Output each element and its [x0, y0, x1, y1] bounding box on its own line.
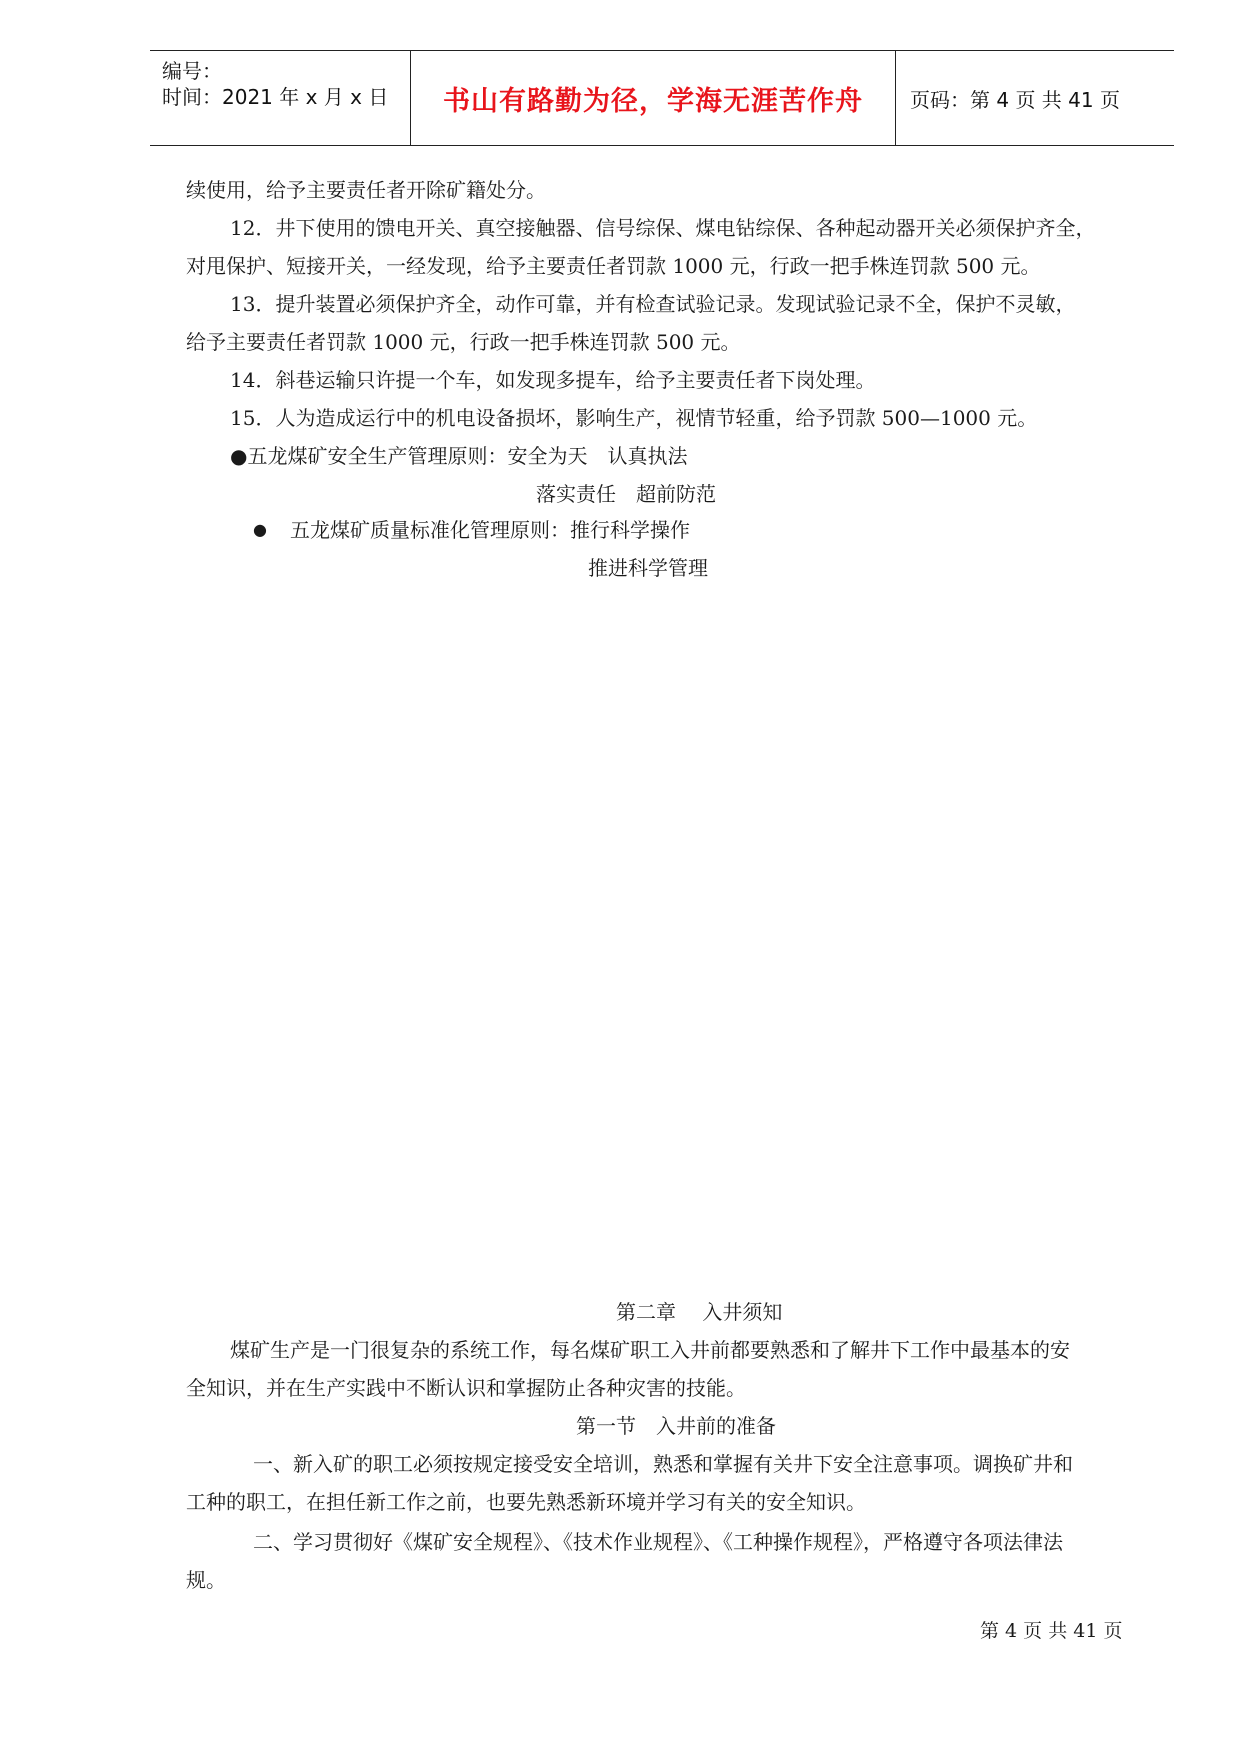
- page-header: [150, 50, 1174, 146]
- principle-line: 推进科学管理: [588, 556, 708, 580]
- header-page-cell: [896, 51, 1174, 145]
- paragraph-line: 一、新入矿的职工必须按规定接受安全培训，熟悉和掌握有关井下安全注意事项。调换矿井和: [253, 1452, 1073, 1476]
- serial-number-label: 编号：: [162, 59, 222, 83]
- date-label: 时间：2021 年 x 月 x 日: [162, 85, 389, 109]
- section-title: 第一节 入井前的准备: [576, 1414, 776, 1438]
- principle-line: 落实责任 超前防范: [536, 482, 716, 506]
- paragraph-line: 续使用，给予主要责任者开除矿籍处分。: [186, 178, 546, 202]
- paragraph-line: 煤矿生产是一门很复杂的系统工作，每名煤矿职工入井前都要熟悉和了解井下工作中最基本的安: [230, 1338, 1070, 1362]
- page-footer: 第 4 页 共 41 页: [980, 1620, 1123, 1642]
- paragraph-line: 12．井下使用的馈电开关、真空接触器、信号综保、煤电钻综保、各种起动器开关必须保护齐全，: [230, 216, 1096, 240]
- paragraph-line: 对甩保护、短接开关，一经发现，给予主要责任者罚款 1000 元，行政一把手株连罚款 500 元。: [186, 254, 1041, 278]
- paragraph-line: 14．斜巷运输只许提一个车，如发现多提车，给予主要责任者下岗处理。: [230, 368, 876, 392]
- paragraph-line: 13．提升装置必须保护齐全，动作可靠，并有检查试验记录。发现试验记录不全，保护不灵敏，: [230, 292, 1076, 316]
- paragraph-line: 15．人为造成运行中的机电设备损坏，影响生产，视情节轻重，给予罚款 500—1000 元。: [230, 406, 1038, 430]
- paragraph-line: 工种的职工，在担任新工作之前，也要先熟悉新环境并学习有关的安全知识。: [186, 1490, 866, 1514]
- header-meta-cell: [150, 51, 410, 145]
- paragraph-line: 二、学习贯彻好《煤矿安全规程》、《技术作业规程》、《工种操作规程》，严格遵守各项法律法: [253, 1530, 1063, 1554]
- paragraph-line: 全知识，并在生产实践中不断认识和掌握防止各种灾害的技能。: [186, 1376, 746, 1400]
- chapter-title: 第二章 入井须知: [616, 1300, 783, 1324]
- principle-line: ●五龙煤矿安全生产管理原则：安全为天 认真执法: [230, 444, 688, 468]
- bullet-icon: ●: [253, 520, 267, 539]
- header-page-info: 页码：第 4 页 共 41 页: [910, 87, 1120, 112]
- header-motto-cell: [410, 51, 896, 145]
- paragraph-line: 给予主要责任者罚款 1000 元，行政一把手株连罚款 500 元。: [186, 330, 741, 354]
- principle-line: 五龙煤矿质量标准化管理原则：推行科学操作: [290, 518, 690, 542]
- header-motto: 书山有路勤为径，学海无涯苦作舟: [443, 85, 863, 117]
- paragraph-line: 规。: [186, 1568, 226, 1592]
